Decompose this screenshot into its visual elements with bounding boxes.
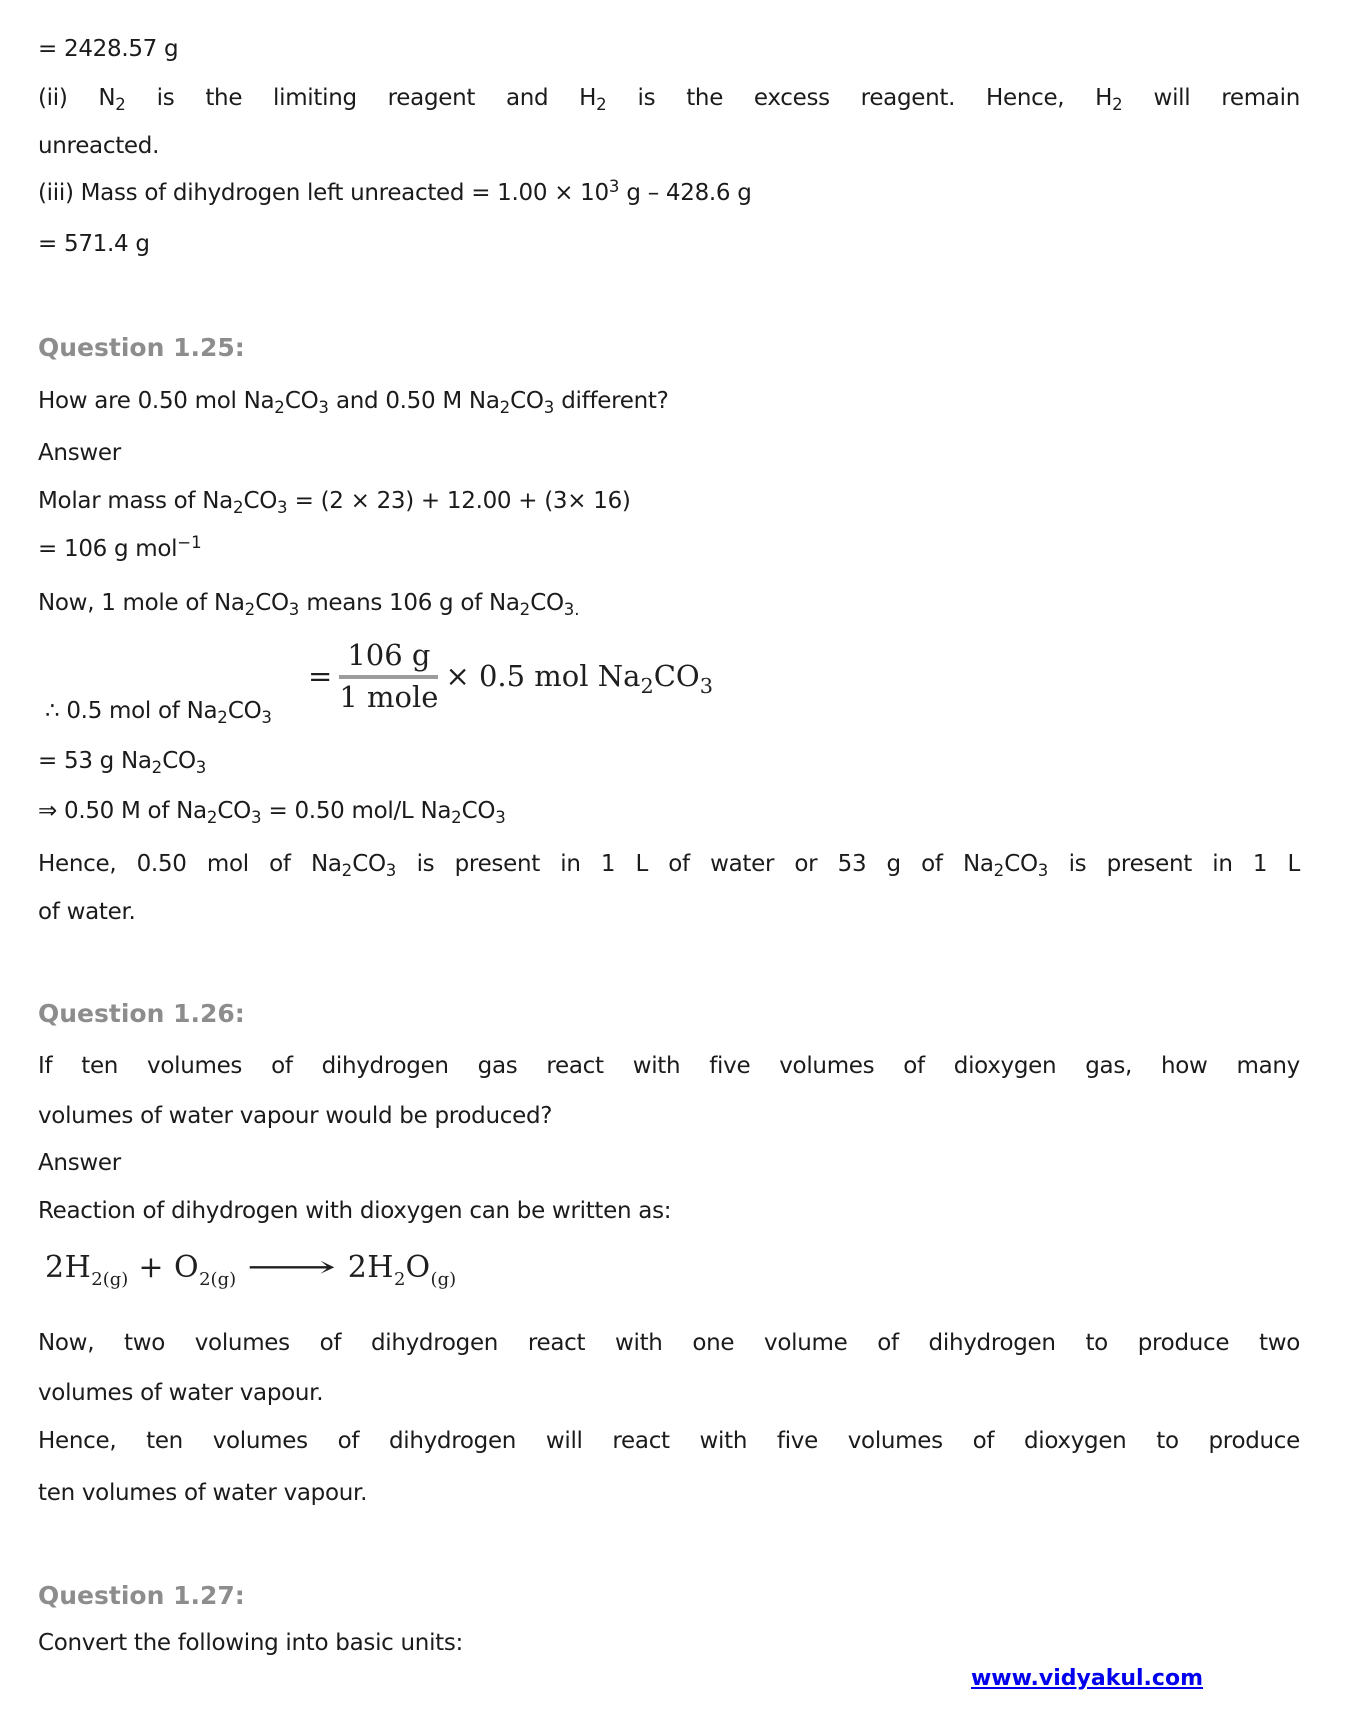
question-1-27-heading: Question 1.27: bbox=[38, 1581, 245, 1610]
chemical-equation: $2H_{2(g)} + O_{2(g)}$ ⟶ $2H_2O_{(g)}$ bbox=[45, 1250, 457, 1291]
molar-mass-value-line: = 106 g mol$^{-1}$ bbox=[38, 533, 202, 562]
unreacted-mass-result-line: = 571.4 g bbox=[38, 231, 150, 257]
fraction-numerator: 106 g bbox=[339, 640, 438, 679]
reaction-intro-line: Reaction of dihydrogen with dioxygen can be written as: bbox=[38, 1198, 672, 1224]
question-1-26-heading: Question 1.26: bbox=[38, 999, 245, 1028]
mole-means-line: Now, 1 mole of $Na_2CO_3$ means 106 g of $Na_2CO_{3.}$ bbox=[38, 590, 580, 620]
limiting-reagent-line-2: unreacted. bbox=[38, 133, 160, 159]
dihydrogen-left-line: (iii) Mass of dihydrogen left unreacted = $1.00 \times 10^3$ g – 428.6 g bbox=[38, 177, 752, 206]
question-1-26-text-line-2: volumes of water vapour would be produced? bbox=[38, 1103, 553, 1129]
mole-conversion-equation bbox=[308, 640, 713, 714]
mass-result-line: = 2428.57 g bbox=[38, 36, 179, 62]
fraction bbox=[339, 640, 438, 714]
hence-ten-volumes-line-2: ten volumes of water vapour. bbox=[38, 1480, 368, 1506]
question-1-26-text-line-1: If ten volumes of dihydrogen gas react with five volumes of dioxygen gas, how many bbox=[38, 1053, 1300, 1079]
vidyakul-footer-link[interactable]: www.vidyakul.com bbox=[970, 1666, 1203, 1691]
question-1-25-heading: Question 1.25: bbox=[38, 333, 245, 362]
now-two-volumes-line-1: Now, two volumes of dihydrogen react with one volume of dihydrogen to produce two bbox=[38, 1330, 1300, 1356]
equals-sign: = bbox=[308, 658, 333, 693]
fraction-denominator: 1 mole bbox=[339, 679, 439, 714]
question-1-25-text: How are 0.50 mol $Na_2CO_3$ and 0.50 M $Na_2CO_3$ different? bbox=[38, 388, 669, 418]
now-two-volumes-line-2: volumes of water vapour. bbox=[38, 1380, 324, 1406]
answer-label-1-25: Answer bbox=[38, 440, 121, 466]
fraction-multiplier: × 0.5 mol $Na_2CO_3$ bbox=[445, 658, 713, 698]
hence-water-line-2: of water. bbox=[38, 899, 136, 925]
limiting-reagent-line-1: (ii) $N_2$ is the limiting reagent and $H_2$ is the excess reagent. Hence, $H_2$ will remain bbox=[38, 85, 1300, 115]
molarity-line: ⇒ 0.50 M of $Na_2CO_3 = 0.50$ mol/L $Na_2CO_3$ bbox=[38, 798, 506, 828]
molar-mass-line: Molar mass of $Na_2CO_3 = (2 \times 23) + 12.00 + (3\times 16)$ bbox=[38, 488, 631, 518]
question-1-27-text: Convert the following into basic units: bbox=[38, 1630, 464, 1656]
therefore-label-line: ∴ 0.5 mol of $Na_2CO_3$ bbox=[45, 698, 272, 728]
result-53-line: = 53 g $Na_2CO_3$ bbox=[38, 748, 207, 778]
equation-row bbox=[308, 640, 713, 714]
hence-ten-volumes-line-1: Hence, ten volumes of dihydrogen will react with five volumes of dioxygen to produce bbox=[38, 1428, 1300, 1454]
answer-label-1-26: Answer bbox=[38, 1150, 121, 1176]
hence-water-line-1: Hence, 0.50 mol of $Na_2CO_3$ is present in 1 L of water or 53 g of $Na_2CO_3$ is present in 1 L bbox=[38, 851, 1300, 881]
